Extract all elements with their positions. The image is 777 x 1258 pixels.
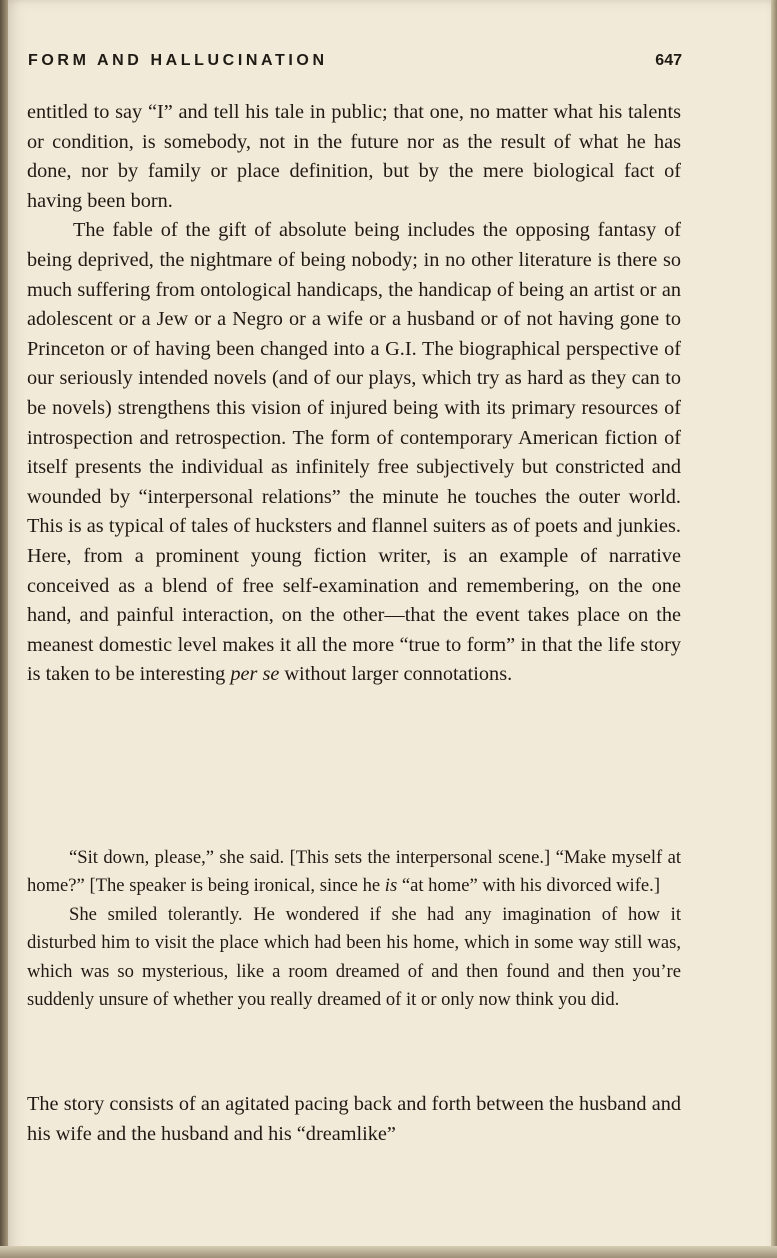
- page-edge-right: [771, 0, 777, 1258]
- closing-text: [27, 1090, 681, 1149]
- quote-paragraph-1: [27, 844, 681, 901]
- paragraph-3: The story consists of an agitated pacing back and forth between the husband and his wife and the husband and his “dreamlike”: [27, 1093, 681, 1145]
- paragraph-2-tail: without larger connotations.: [279, 663, 513, 686]
- book-spine-shadow: [0, 0, 8, 1258]
- page-number: 647: [655, 52, 682, 69]
- quote-1-tail: “at home” with his divorced wife.]: [397, 875, 661, 897]
- quote-1-italic: is: [384, 875, 398, 897]
- quote-1-text: “Sit down, please,” she said. [This sets the interpersonal scene.] “Make myself at home?” [The speaker is being ironical, since he: [27, 847, 681, 897]
- block-quote: [27, 844, 681, 1014]
- running-header: [28, 52, 682, 74]
- quote-paragraph-2: She smiled tolerantly. He wondered if she had any imagination of how it disturbed him to visit the place which had been his home, which in some way still was, which was so mysterious, like a room dreamed of and then found and then you’re suddenly unsure of whether you really dreamed of it or only now think you did.: [27, 903, 681, 1011]
- paragraph-2: [27, 216, 681, 690]
- main-text: [27, 98, 681, 690]
- paragraph-2-text: The fable of the gift of absolute being includes the opposing fantasy of being deprived, the nightmare of being nobody; in no other literature is there so much suffering from ontological handicaps, the handicap of being an artist or an adolescent or a Jew or a Negro or a wife or a husband or of not having gone to Princeton or of having been changed into a G.I. The biographical perspective of our seriously intended novels (and of our plays, which try as hard as they can to be novels) strengthens this vision of injured being with its primary resources of introspection and retrospection. The form of contemporary American fiction of itself presents the individual as infinitely free subjectively but constricted and wounded by “interpersonal relations” the minute he touches the outer world. This is as typical of tales of hucksters and flannel suiters as of poets and junkies. Here, from a prominent young fiction writer, is an example of narrative conceived as a blend of free self-examination and remembering, on the one hand, and painful interaction, on the other—that the event takes place on the meanest domestic level makes it all the more “true to form” in that the life story is taken to be interesting: [27, 219, 681, 686]
- page-edge-bottom: [0, 1246, 777, 1258]
- running-head-title: FORM AND HALLUCINATION: [28, 52, 328, 69]
- paragraph-2-italic: per se: [230, 663, 280, 686]
- paragraph-1: entitled to say “I” and tell his tale in public; that one, no matter what his talents or condition, is somebody, not in the future nor as the result of what he has done, nor by family or place definition, but by the mere biological fact of having been born.: [27, 101, 681, 212]
